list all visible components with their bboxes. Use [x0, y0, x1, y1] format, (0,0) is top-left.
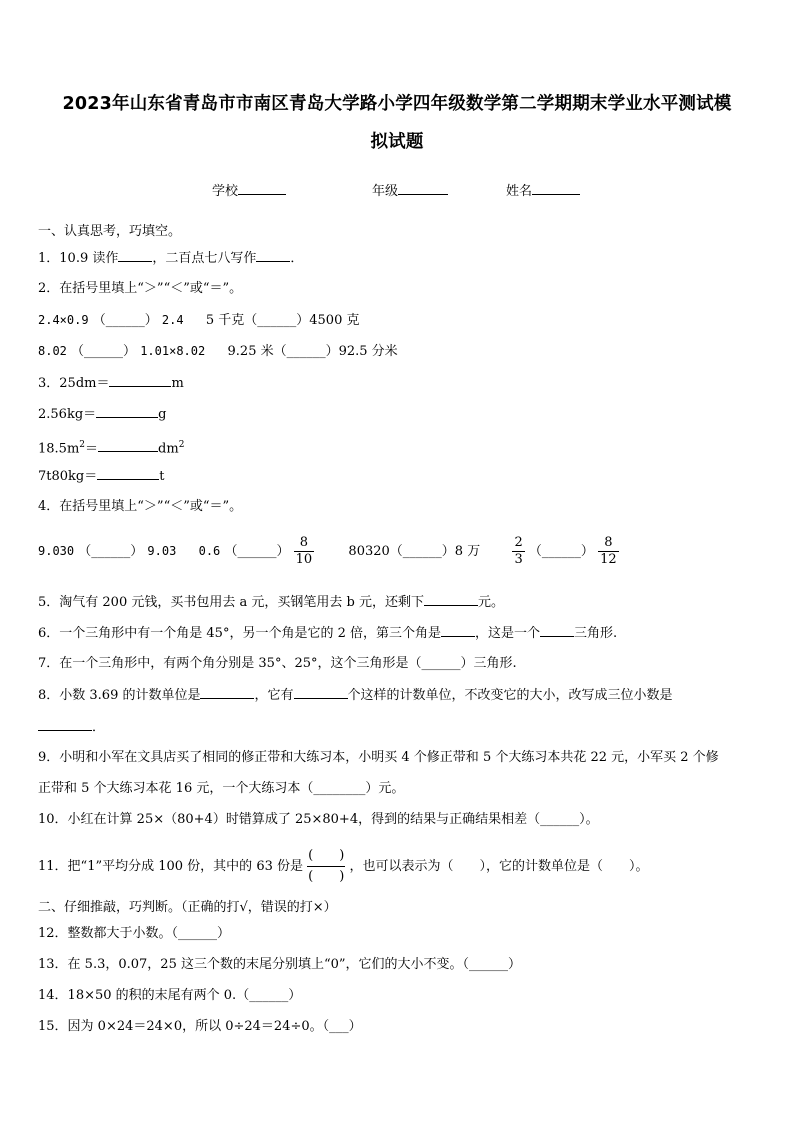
question-15 [38, 1018, 362, 1036]
q5-text-b: 元。 [477, 595, 504, 610]
fraction-numerator-blank[interactable]: ( ) [307, 846, 345, 867]
q2r2-answer-paren[interactable]: （______） [71, 344, 137, 359]
q6-text-a: 6．一个三角形中有一个角是 45°，另一个角是它的 2 倍，第三个角是 [38, 626, 441, 641]
q4-expr-b: 9.03 [147, 544, 177, 558]
q1-text-a: 1．10.9 读作 [38, 251, 119, 266]
fraction-numerator: 2 [514, 535, 523, 550]
question-2-row-2 [38, 342, 398, 361]
q3c-text: 18.5m [38, 441, 80, 457]
q11-fraction-blank[interactable] [307, 846, 345, 887]
q2r2-expr-d: 92.5 分米 [338, 344, 398, 359]
q7-answer-paren[interactable]: （______） [408, 656, 474, 671]
q4-expr-f: 8 万 [454, 544, 481, 559]
q13-answer-paren[interactable]: （______） [462, 957, 522, 972]
school-blank[interactable] [238, 182, 286, 195]
page-title: 2023年山东省青岛市市南区青岛大学路小学四年级数学第二学期期末学业水平测试模 [62, 94, 732, 114]
q10-answer-paren[interactable]: （______） [527, 812, 586, 827]
q8-blank-3[interactable] [38, 718, 92, 731]
question-3-d [38, 467, 164, 486]
q4-answer-paren-2[interactable]: （______） [224, 544, 290, 559]
q3c-sup-2: 2 [178, 440, 185, 450]
q2r1-expr-a: 2.4×0.9 [38, 313, 89, 327]
question-14 [38, 987, 301, 1005]
q3b-blank[interactable] [96, 405, 158, 418]
q11-text-a: 11．把“1”平均分成 100 份，其中的 63 份是 [38, 859, 303, 874]
fraction-numerator: 8 [294, 535, 315, 552]
grade-label: 年级 [372, 184, 399, 199]
q4-expr-e: 80320 [348, 544, 390, 559]
q2r2-expr-c: 9.25 米 [227, 344, 274, 359]
section-heading-1: 一、认真思考，巧填空。 [38, 224, 182, 239]
q3-blank[interactable] [109, 374, 171, 387]
q2r2-expr-a: 8.02 [38, 344, 67, 358]
question-12 [38, 925, 230, 943]
q12-answer-paren[interactable]: （______） [171, 926, 231, 941]
q2r1-answer-paren-2[interactable]: （______） [244, 313, 310, 328]
q14-text: 14．18×50 的积的末尾有两个 0. [38, 988, 237, 1003]
q4-expr-a: 9.030 [38, 544, 75, 558]
q4-answer-paren-4[interactable]: （______） [528, 544, 594, 559]
question-2: 2．在括号里填上“＞”“＜”或“＝”。 [38, 281, 243, 296]
q1-text-c: ． [290, 251, 304, 266]
q8-text-c: 个这样的计数单位，不改变它的大小，改写成三位小数是 [347, 688, 673, 703]
q2r1-expr-b: 2.4 [161, 313, 184, 327]
q4-fraction-2-3 [512, 535, 524, 568]
q10-text-b: 。 [585, 812, 599, 827]
fraction-denominator-blank[interactable]: ( ) [308, 869, 345, 884]
q7-text-b: 三角形. [473, 656, 517, 671]
q3-text: 3．25dm＝ [38, 376, 110, 391]
question-9: 9．小明和小军在文具店买了相同的修正带和大练习本，小明买 4 个修正带和 5 个大练习本共花 22 元，小军买 2 个修 [38, 750, 719, 765]
q15-answer-paren[interactable]: （___） [322, 1019, 362, 1034]
question-10 [38, 811, 599, 829]
q5-blank[interactable] [424, 593, 478, 606]
q2r1-expr-d: 4500 克 [309, 313, 360, 328]
q3b-unit: g [158, 407, 167, 422]
q8-text-a: 8．小数 3.69 的计数单位是 [38, 688, 201, 703]
question-7 [38, 655, 517, 673]
q1-text-b: ，二百点七八写作 [152, 251, 257, 266]
question-8-continued: ． [38, 718, 105, 737]
q6-blank-2[interactable] [540, 624, 574, 637]
q8-text-b: ，它有 [254, 688, 294, 703]
question-13 [38, 956, 521, 974]
q3-unit: m [171, 376, 184, 391]
grade-blank[interactable] [398, 182, 448, 195]
q4-fraction-8-10 [294, 535, 315, 568]
section-heading-2: 二、仔细推敲，巧判断。（正确的打√，错误的打×） [38, 900, 337, 915]
question-6 [38, 624, 617, 643]
q6-blank-1[interactable] [441, 624, 475, 637]
q9-answer-paren[interactable]: （________） [300, 781, 379, 796]
q12-text: 12．整数都大于小数。 [38, 926, 172, 941]
question-5 [38, 593, 504, 612]
school-field[interactable] [212, 180, 286, 199]
name-blank[interactable] [532, 182, 580, 195]
q3b-text: 2.56kg＝ [38, 407, 97, 422]
question-11 [38, 846, 648, 887]
q13-text: 13．在 5.3，0.07，25 这三个数的末尾分别填上“0”，它们的大小不变。 [38, 957, 463, 972]
question-3-b [38, 405, 166, 424]
q6-text-b: ，这是一个 [474, 626, 540, 641]
q5-text-a: 5．淘气有 200 元钱，买书包用去 a 元，买钢笔用去 b 元，还剩下 [38, 595, 424, 610]
q3c-blank[interactable] [98, 439, 158, 452]
fraction-denominator: 12 [600, 552, 617, 567]
q9-text-a: 正带和 5 个大练习本花 16 元，一个大练习本 [38, 781, 301, 796]
question-9-continued [38, 780, 404, 798]
q2r1-answer-paren[interactable]: （______） [92, 313, 158, 328]
q7-text-a: 7．在一个三角形中，有两个角分别是 35°、25°，这个三角形是 [38, 656, 409, 671]
q1-blank-1[interactable] [118, 249, 152, 262]
q4-fraction-8-12 [598, 535, 619, 568]
q3c-sup: 2 [79, 440, 86, 450]
q1-blank-2[interactable] [256, 249, 290, 262]
fraction-numerator: 8 [598, 535, 619, 552]
q6-text-c: 三角形. [574, 626, 618, 641]
q15-text: 15．因为 0×24＝24×0，所以 0÷24＝24÷0。 [38, 1019, 323, 1034]
question-3-c [38, 436, 184, 458]
fraction-denominator: 10 [295, 552, 313, 567]
name-label: 姓名 [506, 184, 533, 199]
q2r1-expr-c: 5 千克 [205, 313, 245, 328]
question-4: 4．在括号里填上“＞”“＜”或“＝”。 [38, 499, 243, 514]
q14-answer-paren[interactable]: （______） [236, 988, 302, 1003]
q3d-blank[interactable] [97, 467, 159, 480]
q3d-unit: t [159, 469, 165, 484]
name-field[interactable] [506, 180, 580, 199]
q9-text-b: 元。 [378, 781, 405, 796]
fraction-denominator: 3 [514, 552, 523, 567]
q4-answer-paren-1[interactable]: （______） [78, 544, 144, 559]
q4-expr-c: 0.6 [198, 544, 221, 558]
grade-field[interactable] [372, 180, 448, 199]
page-title-continued: 拟试题 [370, 132, 424, 152]
q2r2-answer-paren-2[interactable]: （______） [273, 344, 339, 359]
q10-text-a: 10．小红在计算 25×（80+4）时错算成了 25×80+4，得到的结果与正确结果相差 [38, 812, 528, 827]
school-label: 学校 [212, 184, 239, 199]
q11-text-b: ，也可以表示为（ ），它的计数单位是（ ）。 [349, 859, 649, 874]
q8-blank-2[interactable] [294, 686, 348, 699]
question-1 [38, 249, 303, 268]
q3c-unit: dm [158, 441, 179, 457]
q3d-text: 7t80kg＝ [38, 469, 98, 484]
q2r2-expr-b: 1.01×8.02 [140, 344, 206, 358]
question-3 [38, 374, 184, 393]
q4-answer-paren-3[interactable]: （______） [389, 544, 455, 559]
question-8 [38, 686, 673, 705]
question-4-row [38, 535, 619, 568]
q8-blank-1[interactable] [200, 686, 254, 699]
q3c-eq: ＝ [85, 441, 99, 457]
question-2-row-1 [38, 311, 359, 330]
